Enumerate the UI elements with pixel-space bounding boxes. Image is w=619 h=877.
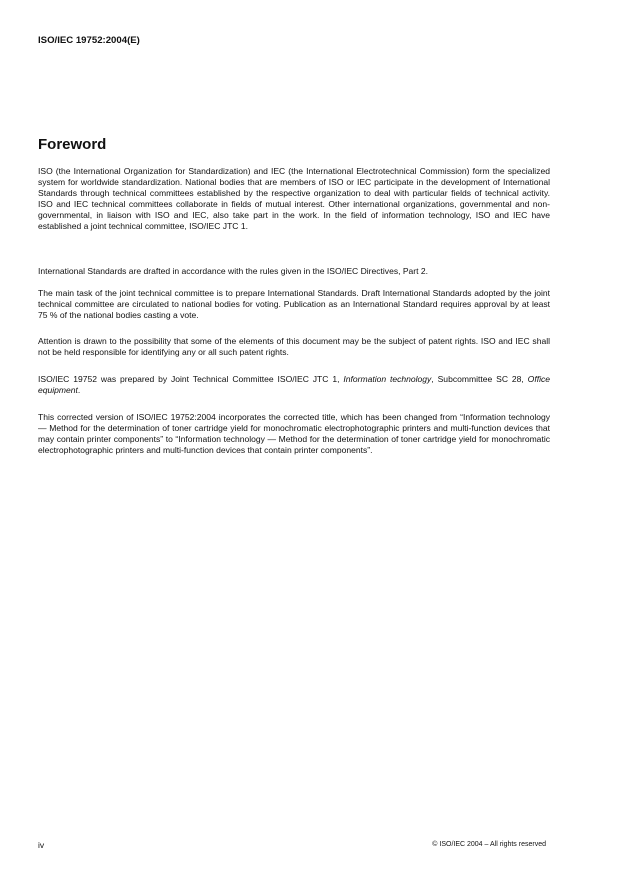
committee-name: Information technology: [343, 374, 432, 384]
paragraph-main-task: The main task of the joint technical committee is to prepare International Standards. Draft International Standards adopted by the joint technical committee are circulated to national bodies for voting. Publication as an International Standard requires approval by at least 75 % of the national bodies casting a vote.: [38, 288, 550, 321]
document-id-header: ISO/IEC 19752:2004(E): [38, 35, 140, 46]
paragraph-patent-rights: Attention is drawn to the possibility that some of the elements of this document may be the subject of patent rights. ISO and IEC shall not be held responsible for identifying any or all such patent rights.: [38, 336, 550, 358]
paragraph-corrected-version: This corrected version of ISO/IEC 19752:2004 incorporates the corrected title, which has been changed from “Information technology — Method for the determination of toner cartridge yield for monochromatic electrophotographic printers and multi-function devices that may contain printer components” to “Information technology — Method for the determination of toner cartridge yield for monochromatic electrophotographic printers and multi-function devices that contain printer components”.: [38, 412, 550, 456]
copyright-notice: © ISO/IEC 2004 – All rights reserved: [432, 841, 546, 848]
prepared-text: ISO/IEC 19752 was prepared by Joint Technical Committee ISO/IEC JTC 1,: [38, 374, 344, 384]
paragraph-prepared-by: [38, 374, 550, 396]
page-number: iv: [38, 840, 45, 850]
prepared-text: , Subcommittee SC 28,: [431, 374, 528, 384]
paragraph-organizations: ISO (the International Organization for Standardization) and IEC (the International Electrotechnical Commission) form the specialized system for worldwide standardization. National bodies that are members of ISO or IEC participate in the development of International Standards through technical committees established by the respective organization to deal with particular fields of technical activity. ISO and IEC technical committees collaborate in fields of mutual interest. Other international organizations, governmental and non-governmental, in liaison with ISO and IEC, also take part in the work. In the field of information technology, ISO and IEC have established a joint technical committee, ISO/IEC JTC 1.: [38, 166, 550, 232]
prepared-text: .: [77, 385, 81, 396]
page-title: Foreword: [38, 136, 107, 153]
paragraph-directives: International Standards are drafted in accordance with the rules given in the ISO/IEC Directives, Part 2.: [38, 266, 429, 276]
subcommittee-name: Office equipment: [38, 374, 550, 396]
